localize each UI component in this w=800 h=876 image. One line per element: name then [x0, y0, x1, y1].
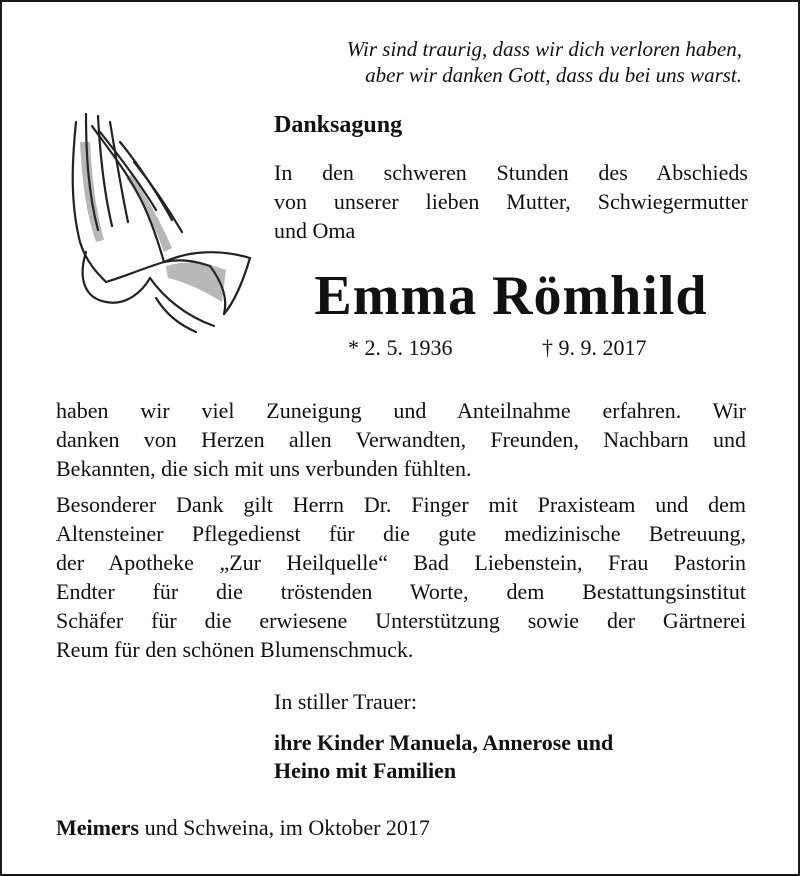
- signer-line: Heino mit Familien: [274, 758, 457, 783]
- motto-line: Wir sind traurig, dass wir dich verloren haben,: [346, 37, 742, 61]
- signers: [274, 729, 613, 785]
- paragraph-line: Reum für den schönen Blumenschmuck.: [56, 637, 414, 662]
- intro-line: In den schweren Stunden des Abschieds: [274, 160, 748, 185]
- paragraph-line: Endter für die tröstenden Worte, dem Bestattungsinstitut: [56, 579, 746, 604]
- closing-place: Meimers: [56, 815, 140, 840]
- paragraph-line: Bekannten, die sich mit uns verbunden fühlten.: [56, 456, 472, 481]
- paragraph-line: haben wir viel Zuneigung und Anteilnahme erfahren. Wir: [56, 398, 746, 423]
- paragraph-line: Besonderer Dank gilt Herrn Dr. Finger mit Praxisteam und dem: [56, 492, 746, 517]
- intro-line: von unserer lieben Mutter, Schwiegermutter: [274, 189, 748, 214]
- paragraph-line: Altensteiner Pflegedienst für die gute medizinische Betreuung,: [56, 521, 746, 546]
- mourning-label: In stiller Trauer:: [274, 689, 417, 714]
- signer-line: ihre Kinder Manuela, Annerose und: [274, 730, 614, 755]
- thanks-paragraph-2: [56, 490, 746, 664]
- thanks-paragraph-1: [56, 396, 746, 483]
- motto: [282, 36, 742, 88]
- intro-line: und Oma: [274, 218, 356, 243]
- death-date: † 9. 9. 2017: [542, 335, 647, 360]
- paragraph-line: der Apotheke „Zur Heilquelle“ Bad Liebenstein, Frau Pastorin: [56, 550, 746, 575]
- motto-line: aber wir danken Gott, dass du bei uns warst.: [365, 63, 742, 87]
- heading: Danksagung: [274, 112, 403, 138]
- birth-date: * 2. 5. 1936: [348, 335, 453, 360]
- deceased-name: Emma Römhild: [314, 265, 708, 327]
- paragraph-line: Schäfer für die erwiesene Unterstützung sowie der Gärtnerei: [56, 608, 746, 633]
- paragraph-line: danken von Herzen allen Verwandten, Freunden, Nachbarn und: [56, 427, 746, 452]
- closing-rest: und Schweina, im Oktober 2017: [139, 815, 430, 840]
- intro-text: [274, 158, 748, 245]
- praying-hands-icon: [46, 102, 266, 342]
- closing-line: [56, 814, 430, 842]
